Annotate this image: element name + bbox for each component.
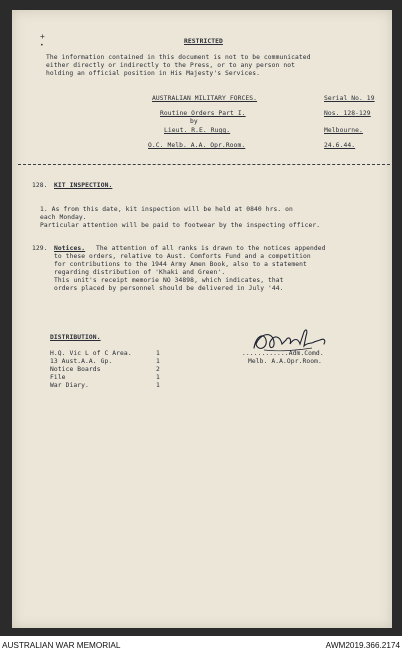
orders-number: Nos. 128-129 bbox=[324, 110, 371, 117]
officer-name: Lieut. R.E. Rugg. bbox=[164, 127, 231, 134]
order-text-line: to these orders, relative to Aust. Comforts Fund and a competition bbox=[54, 253, 311, 260]
orders-title: Routine Orders Part I. bbox=[160, 110, 246, 117]
notice-line: holding an official position in His Majesty's Services. bbox=[46, 70, 261, 77]
distribution-item: 13 Aust.A.A. Gp. bbox=[50, 358, 113, 365]
notice-line: either directly or indirectly to the Press, or to any person not bbox=[46, 62, 296, 69]
order-title: KIT INSPECTION. bbox=[54, 182, 113, 189]
order-text-line: for contributions to the 1944 Army Amen Book, also to a statement bbox=[54, 261, 307, 268]
distribution-qty: 2 bbox=[156, 366, 160, 373]
distribution-qty: 1 bbox=[156, 358, 160, 365]
location: Melbourne. bbox=[324, 127, 363, 134]
order-text-line: orders placed by personnel should be delivered in July '44. bbox=[54, 285, 284, 292]
notice-line: The information contained in this document is not to be communicated bbox=[46, 54, 311, 61]
distribution-item: Notice Boards bbox=[50, 366, 101, 373]
order-text-line: This unit's receipt memorie NO 34898, which indicates, that bbox=[54, 277, 284, 284]
order-text-line: Particular attention will be paid to footwear by the inspecting officer. bbox=[40, 222, 321, 229]
footer-institution: AUSTRALIAN WAR MEMORIAL bbox=[2, 641, 121, 650]
by-label: by bbox=[190, 118, 198, 125]
signoff-line: ............Adm.Comd. bbox=[242, 350, 324, 357]
footer-accession-number: AWM2019.366.2174 bbox=[325, 641, 400, 650]
order-text-line: each Monday. bbox=[40, 214, 87, 221]
signoff-unit: Melb. A.A.Opr.Room. bbox=[248, 358, 322, 365]
punch-mark: + bbox=[40, 32, 45, 41]
distribution-item: File bbox=[50, 374, 66, 381]
document-page bbox=[12, 10, 392, 628]
force-heading: AUSTRALIAN MILITARY FORCES. bbox=[152, 95, 258, 102]
order-text-line: 1. As from this date, kit inspection will be held at 0840 hrs. on bbox=[40, 206, 293, 213]
order-number: 129. bbox=[32, 245, 48, 252]
distribution-item: H.Q. Vic L of C Area. bbox=[50, 350, 132, 357]
order-title: Notices. bbox=[54, 245, 86, 252]
divider-line bbox=[18, 164, 390, 165]
distribution-item: War Diary. bbox=[50, 382, 89, 389]
unit-name: O.C. Melb. A.A. Opr.Room. bbox=[148, 142, 246, 149]
distribution-qty: 1 bbox=[156, 374, 160, 381]
order-text-line: regarding distribution of 'Khaki and Green'. bbox=[54, 269, 226, 276]
serial-number: Serial No. 19 bbox=[324, 95, 375, 102]
punch-mark: • bbox=[40, 42, 44, 49]
order-number: 128. bbox=[32, 182, 48, 189]
order-text-line: The attention of all ranks is drawn to the notices appended bbox=[96, 245, 326, 252]
archive-footer bbox=[0, 636, 402, 653]
distribution-qty: 1 bbox=[156, 350, 160, 357]
distribution-heading: DISTRIBUTION. bbox=[50, 334, 101, 341]
order-date: 24.6.44. bbox=[324, 142, 356, 149]
distribution-qty: 1 bbox=[156, 382, 160, 389]
classification-heading: RESTRICTED bbox=[184, 38, 223, 45]
